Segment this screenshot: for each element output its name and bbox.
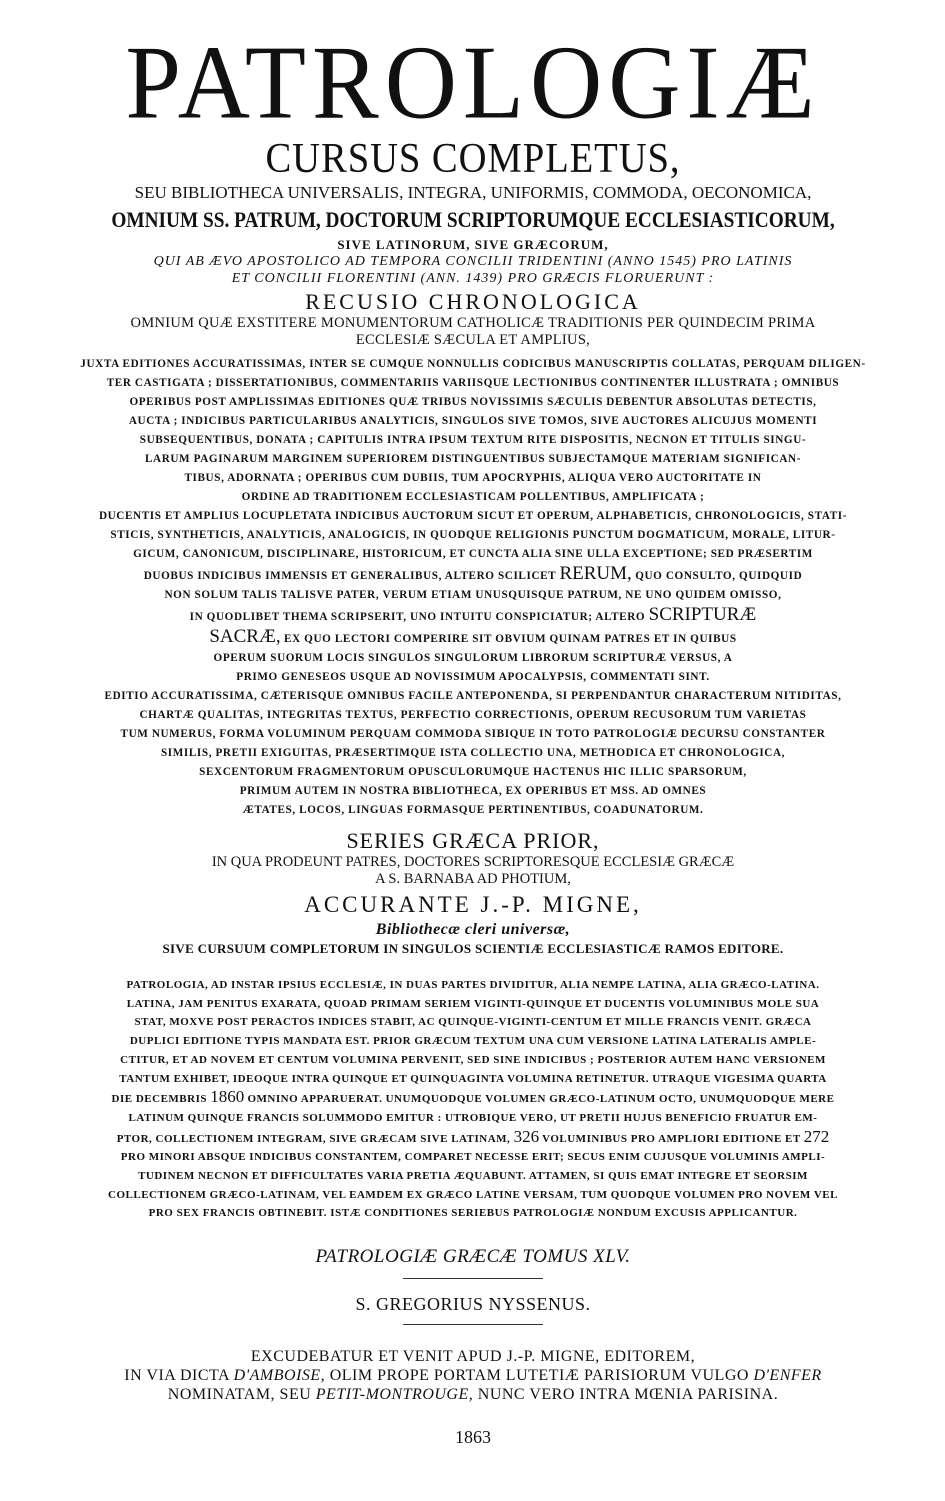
juxta-text: IN QUODLIBET THEMA SCRIPSERIT, UNO INTUITU CONSPICIATUR; ALTERO [189, 611, 646, 623]
juxta-line: SUBSEQUENTIBUS, DONATA ; CAPITULIS INTRA IPSUM TEXTUM RITE DISPOSITIS, NECNON ET TITULIS SINGU- [139, 434, 807, 446]
juxta-line: TIBUS, ADORNATA ; OPERIBUS CUM DUBIIS, TUM APOCRYPHIS, ALIQUA VERO AUCTORITATE IN [184, 472, 762, 484]
juxta-line: TUM NUMERUS, FORMA VOLUMINUM PERQUAM COMMODA SIBIQUE IN TOTO PATROLOGIÆ DECURSU CONSTANTER [120, 728, 826, 740]
juxta-line [48, 564, 898, 586]
patrologia-line: TUDINEM NECNON ET DIFFICULTATES VARIA PRETIA ÆQUABUNT. ATTAMEN, SI QUIS EMAT INTEGRE ET SEORSIM [138, 1170, 808, 1183]
juxta-line: STICIS, SYNTHETICIS, ANALYTICIS, ANALOGICIS, IN QUODQUE RELIGIONIS PUNCTUM DOGMATICUM, MORALE, LITUR- [110, 529, 836, 541]
omnium-line: OMNIUM SS. PATRUM, DOCTORUM SCRIPTORUMQUE ECCLESIASTICORUM, [111, 207, 835, 232]
juxta-line: OPERIBUS POST AMPLISSIMAS EDITIONES QUÆ TRIBUS NOVISSIMIS SÆCULIS DEBENTUR ABSOLUTAS DETECTIS, [129, 396, 817, 408]
number-326: 326 [513, 1126, 540, 1146]
recusio-heading: RECUSIO CHRONOLOGICA [305, 289, 641, 314]
patrologia-paragraph [48, 976, 898, 1223]
patrologia-line: CTITUR, ET AD NOVEM ET CENTUM VOLUMINA PERVENIT, SED SINE INDICIBUS ; POSTERIOR AUTEM HANC VERSIONEM [120, 1053, 826, 1066]
scripturae-word: SCRIPTURÆ [648, 604, 757, 625]
divider [403, 1278, 543, 1279]
imprint [48, 1347, 898, 1404]
juxta-paragraph [48, 355, 898, 820]
juxta-line: OPERUM SUORUM LOCIS SINGULOS SINGULORUM LIBRORUM SCRIPTURÆ VERSUS, A [213, 652, 733, 664]
sacrae-word: SACRÆ, [209, 626, 281, 647]
juxta-line [48, 627, 898, 649]
juxta-line [48, 605, 898, 627]
imprint-text: IN VIA DICTA [124, 1367, 230, 1385]
sive-cursuum-line: SIVE CURSUUM COMPLETORUM IN SINGULOS SCIENTIÆ ECCLESIASTICÆ RAMOS EDITORE. [162, 941, 784, 956]
imprint-line [48, 1385, 898, 1404]
imprint-line: EXCUDEBATUR ET VENIT APUD J.-P. MIGNE, EDITOREM, [250, 1348, 696, 1366]
patrologia-line: PRO SEX FRANCIS OBTINEBIT. ISTÆ CONDITIONES SERIEBUS PATROLOGIÆ NONDUM EXCUSIS APPLICANTUR. [148, 1207, 798, 1220]
juxta-text: QUO CONSULTO, QUIDQUID [635, 570, 803, 582]
inqua-line-1: IN QUA PRODEUNT PATRES, DOCTORES SCRIPTORESQUE ECCLESIÆ GRÆCÆ [211, 854, 735, 870]
omnium2-line-2: ECCLESIÆ SÆCULA ET AMPLIUS, [355, 332, 591, 348]
title-page [48, 26, 898, 1448]
juxta-line: LARUM PAGINARUM MARGINEM SUPERIOREM DISTINGUENTIBUS SUBJECTAMQUE MATERIAM SIGNIFICAN- [144, 453, 802, 465]
patrologia-line: DUPLICI EDITIONE TYPIS MANDATA EST. PRIOR GRÆCUM TEXTUM UNA CUM VERSIONE LATINA LATERALIS AMPLE- [129, 1035, 817, 1048]
juxta-line: SEXCENTORUM FRAGMENTORUM OPUSCULORUMQUE HACTENUS HIC ILLIC SPARSORUM, [199, 766, 747, 778]
juxta-line: NON SOLUM TALIS TALISVE PATER, VERUM ETIAM UNUSQUISQUE PATRUM, NE UNO QUIDEM OMISSO, [164, 589, 782, 601]
qui-line-1: QUI AB ÆVO APOSTOLICO AD TEMPORA CONCILII TRIDENTINI (ANNO 1545) PRO LATINIS [153, 254, 793, 269]
juxta-text: EX QUO LECTORI COMPERIRE SIT OBVIUM QUINAM PATRES ET IN QUIBUS [284, 633, 737, 645]
bibliotheca-line: Bibliothecæ cleri universæ, [375, 921, 571, 938]
patrologia-line: LATINUM QUINQUE FRANCIS SOLUMMODO EMITUR : UTROBIQUE VERO, UT PRETII HUJUS BENEFICIO FRUATUR EM- [128, 1111, 818, 1124]
imprint-italic: D'ENFER [753, 1367, 822, 1385]
year: 1863 [455, 1427, 491, 1448]
juxta-line: EDITIO ACCURATISSIMA, CÆTERISQUE OMNIBUS FACILE ANTEPONENDA, SI PERPENDANTUR CHARACTERUM NITIDITAS, [104, 690, 842, 702]
juxta-line: CHARTÆ QUALITAS, INTEGRITAS TEXTUS, PERFECTIO CORRECTIONIS, OPERUM RECUSORUM TUM VARIETAS [139, 709, 807, 721]
patrologia-line: COLLECTIONEM GRÆCO-LATINAM, VEL EAMDEM EX GRÆCO LATINE VERSAM, TUM QUODQUE VOLUMEN PRO NOVEM VEL [108, 1188, 838, 1201]
patrologia-line: STAT, MOXVE POST PERACTOS INDICES STABIT, AC QUINQUE-VIGINTI-CENTUM ET MILLE FRANCIS VENIT. GRÆCA [134, 1016, 812, 1029]
patrologia-line: TANTUM EXHIBET, IDEOQUE INTRA QUINQUE ET QUINQUAGINTA VOLUMINA RETINETUR. UTRAQUE VIGESIMA QUARTA [119, 1072, 827, 1085]
juxta-line: TER CASTIGATA ; DISSERTATIONIBUS, COMMENTARIIS VARIISQUE LECTIONIBUS CONTINENTER ILLUSTRATA ; OMNIBUS [106, 377, 840, 389]
juxta-line: GICUM, CANONICUM, DISCIPLINARE, HISTORICUM, ET CUNCTA ALIA SINE ULLA EXCEPTIONE; SED PRÆSERTIM [133, 548, 813, 560]
patrologia-line: PRO MINORI ABSQUE INDICIBUS CONSTANTEM, COMPARET NECESSE ERIT; SECUS ENIM CUJUSQUE VOLUMINIS AMPLI- [120, 1151, 826, 1164]
rerum-word: RERUM, [559, 563, 632, 584]
subtitle: CURSUS COMPLETUS, [265, 136, 681, 182]
imprint-text: NOMINATAM, SEU [167, 1386, 312, 1404]
patrologia-text: PTOR, COLLECTIONEM INTEGRAM, SIVE GRÆCAM SIVE LATINAM, [116, 1132, 511, 1145]
imprint-text: OLIM PROPE PORTAM LUTETIÆ PARISIORUM VULGO [329, 1367, 749, 1385]
qui-line-2: ET CONCILII FLORENTINI (ANN. 1439) PRO GRÆCIS FLORUERUNT : [231, 271, 715, 286]
patrologia-text: OMNINO APPARUERAT. UNUMQUODQUE VOLUMEN GRÆCO-LATINUM OCTO, UNUMQUODQUE MERE [247, 1093, 835, 1106]
juxta-line: PRIMO GENESEOS USQUE AD NOVISSIMUM APOCALYPSIS, COMMENTATI SINT. [236, 671, 710, 683]
tomus-line: PATROLOGIÆ GRÆCÆ TOMUS XLV. [315, 1246, 631, 1268]
main-title: PATROLOGIÆ [125, 24, 821, 141]
juxta-line: AUCTA ; INDICIBUS PARTICULARIBUS ANALYTICIS, SINGULOS SIVE TOMOS, SIVE AUCTORES ALICUJUS MOMENTI [128, 415, 818, 427]
patrologia-text: DIE DECEMBRIS [111, 1093, 207, 1106]
juxta-line: PRIMUM AUTEM IN NOSTRA BIBLIOTHECA, EX OPERIBUS ET MSS. AD OMNES [239, 785, 707, 797]
patrologia-line: LATINA, JAM PENITUS EXARATA, QUOAD PRIMAM SERIEM VIGINTI-QUINQUE ET DUCENTIS VOLUMINIBUS MOLE SUA [126, 997, 820, 1010]
patrologia-line [48, 1088, 898, 1109]
imprint-line [48, 1366, 898, 1385]
patrologia-text: VOLUMINIBUS PRO AMPLIORI EDITIONE ET [542, 1132, 801, 1145]
juxta-line: JUXTA EDITIONES ACCURATISSIMAS, INTER SE CUMQUE NONNULLIS CODICIBUS MANUSCRIPTIS COLLATAS, PERQUAM DILIGEN- [80, 358, 866, 370]
omnium2-line-1: OMNIUM QUÆ EXSTITERE MONUMENTORUM CATHOLICÆ TRADITIONIS PER QUINDECIM PRIMA [130, 315, 816, 331]
juxta-text: DUOBUS INDICIBUS IMMENSIS ET GENERALIBUS, ALTERO SCILICET [143, 570, 557, 582]
year-1860: 1860 [210, 1087, 245, 1107]
juxta-line: ORDINE AD TRADITIONEM ECCLESIASTICAM POLLENTIBUS, AMPLIFICATA ; [241, 491, 705, 503]
patrologia-line: PATROLOGIA, AD INSTAR IPSIUS ECCLESIÆ, IN DUAS PARTES DIVIDITUR, ALIA NEMPE LATINA, ALIA GRÆCO-LATINA. [126, 979, 820, 991]
number-272: 272 [803, 1126, 830, 1146]
patrologia-line [48, 1128, 898, 1149]
imprint-text: NUNC VERO INTRA MŒNIA PARISINA. [477, 1386, 779, 1404]
imprint-italic: PETIT-MONTROUGE, [315, 1386, 474, 1404]
seu-line: SEU BIBLIOTHECA UNIVERSALIS, INTEGRA, UNIFORMIS, COMMODA, OECONOMICA, [134, 183, 812, 202]
divider [403, 1324, 543, 1325]
author-line: S. GREGORIUS NYSSENUS. [355, 1294, 591, 1315]
inqua-line-2: A S. BARNABA AD PHOTIUM, [375, 871, 571, 887]
accurante-line: ACCURANTE J.-P. MIGNE, [304, 892, 642, 917]
series-heading: SERIES GRÆCA PRIOR, [346, 828, 600, 853]
juxta-line: DUCENTIS ET AMPLIUS LOCUPLETATA INDICIBUS AUCTORUM SICUT ET OPERUM, ALPHABETICIS, CHRONOLOGICIS, STATI- [98, 510, 848, 522]
sive-line: SIVE LATINORUM, SIVE GRÆCORUM, [337, 237, 609, 252]
imprint-italic: D'AMBOISE, [233, 1367, 326, 1385]
juxta-line: SIMILIS, PRETII EXIGUITAS, PRÆSERTIMQUE ISTA COLLECTIO UNA, METHODICA ET CHRONOLOGICA, [160, 747, 786, 759]
juxta-line: ÆTATES, LOCOS, LINGUAS FORMASQUE PERTINENTIBUS, COADUNATORUM. [242, 804, 704, 816]
